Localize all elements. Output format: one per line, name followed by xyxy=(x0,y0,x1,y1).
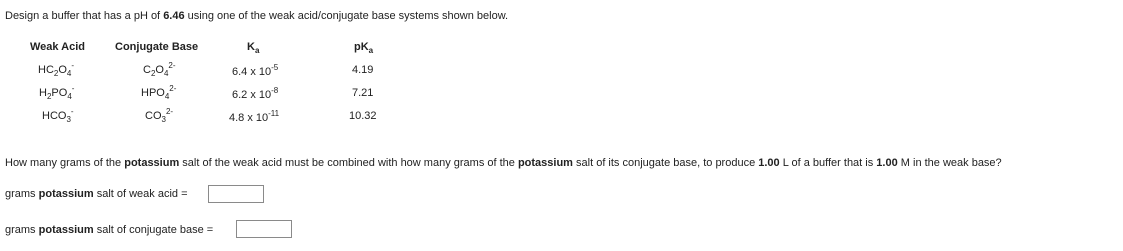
question-text: How many grams of the potassium salt of the weak acid must be combined with how many grams of the potassium salt of its conjugate base, to produce 1.00 L of a buffer that is 1.00 M in the weak base? xyxy=(5,157,1002,169)
pka-value: 4.19 xyxy=(352,64,374,76)
weak-acid-grams-input[interactable] xyxy=(208,185,264,203)
acid-answer-label: grams potassium salt of weak acid = xyxy=(5,188,188,200)
base-answer-label: grams potassium salt of conjugate base = xyxy=(5,224,214,236)
acid-formula: $HC_2O_4^-$ xyxy=(38,61,75,78)
ka-value: 6.2 x $10^{-8}$ xyxy=(232,86,279,101)
intro-text-end: using one of the weak acid/conjugate base systems shown below. xyxy=(184,10,509,22)
header-ka: $K_a$ xyxy=(247,41,260,55)
ka-value: 4.8 x $10^{-11}$ xyxy=(229,109,280,124)
ka-value: 6.4 x $10^{-5}$ xyxy=(232,63,279,78)
base-formula: $CO_3^{2-}$ xyxy=(145,107,174,124)
header-pka: $pK_a$ xyxy=(354,41,374,55)
problem-statement xyxy=(5,9,508,23)
conjugate-base-grams-input[interactable] xyxy=(236,220,292,238)
intro-text-start: Design a buffer that has a pH of xyxy=(5,10,164,22)
header-conjugate-base: Conjugate Base xyxy=(115,41,199,53)
header-weak-acid: Weak Acid xyxy=(30,41,86,53)
acid-formula: $H_2PO_4^-$ xyxy=(39,84,75,101)
base-formula: $C_2O_4^{2-}$ xyxy=(143,61,176,78)
pka-value: 7.21 xyxy=(352,87,374,99)
base-formula: $HPO_4^{2-}$ xyxy=(141,84,177,101)
acid-formula: $HCO_3^-$ xyxy=(42,107,74,124)
target-ph-value: 6.46 xyxy=(163,10,185,22)
pka-value: 10.32 xyxy=(349,110,377,122)
